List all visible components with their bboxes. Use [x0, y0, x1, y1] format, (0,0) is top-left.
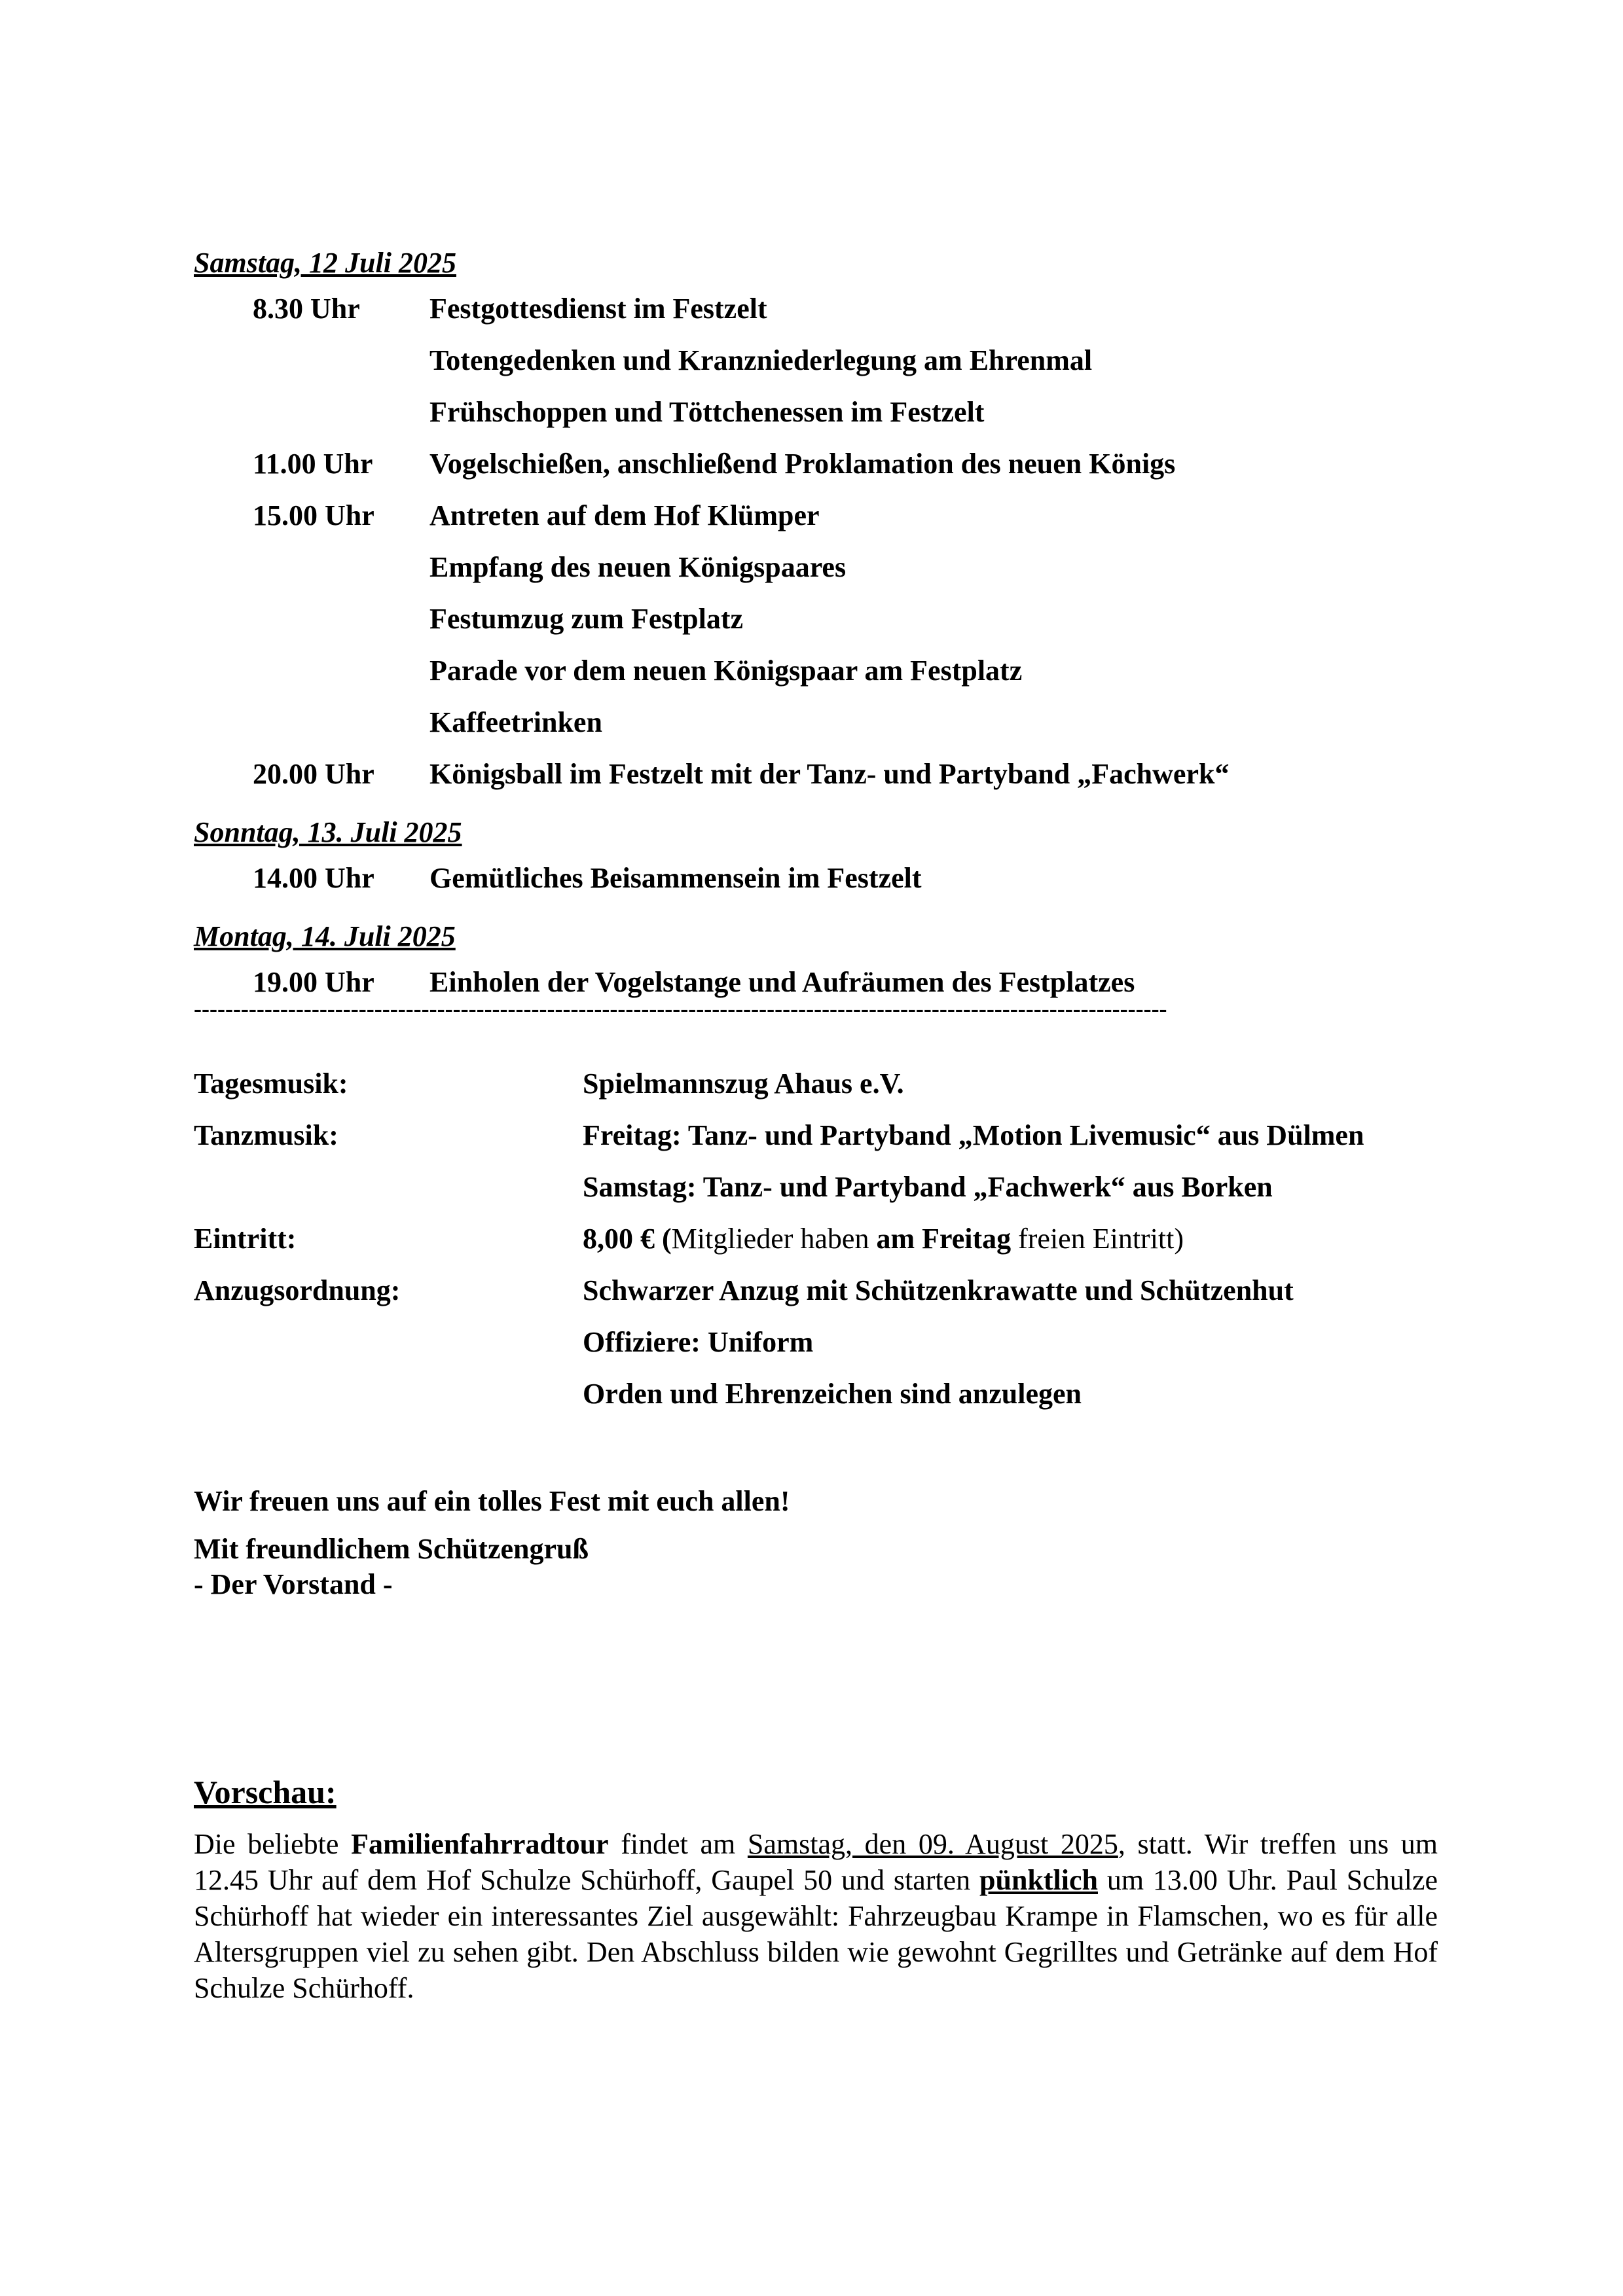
event-row: [194, 541, 1438, 593]
event-text: Königsball im Festzelt mit der Tanz- und Partyband „Fachwerk“: [429, 758, 1230, 790]
event-time: 19.00 Uhr: [253, 966, 374, 998]
event-time: 11.00 Uhr: [253, 448, 373, 480]
day-heading: Samstag, 12 Juli 2025: [194, 247, 456, 279]
event-text: Antreten auf dem Hof Klümper: [429, 499, 820, 531]
info-value: Orden und Ehrenzeichen sind anzulegen: [583, 1378, 1082, 1410]
preview-date: Samstag, den 09. August 2025: [747, 1828, 1118, 1860]
event-time: [194, 696, 429, 748]
document-page: [194, 243, 1438, 2006]
info-row-anzugsordnung: [194, 1265, 1438, 1316]
info-row-tagesmusik: [194, 1058, 1438, 1109]
info-row-anzugsordnung-3: [194, 1368, 1438, 1420]
day-heading: Montag, 14. Juli 2025: [194, 920, 456, 952]
closing-signature: - Der Vorstand -: [194, 1568, 393, 1600]
info-row-tanzmusik-2: [194, 1161, 1438, 1213]
event-row: [194, 696, 1438, 748]
event-time: 14.00 Uhr: [253, 862, 374, 894]
event-row: [194, 334, 1438, 386]
event-row: [194, 956, 1438, 996]
event-text: Vogelschießen, anschließend Proklamation des neuen Königs: [429, 448, 1176, 480]
event-text: Frühschoppen und Töttchenessen im Festzelt: [429, 396, 985, 428]
eintritt-note: Mitglieder haben: [671, 1223, 877, 1255]
event-text: Einholen der Vogelstange und Aufräumen des Festplatzes: [429, 966, 1135, 998]
event-text: Festumzug zum Festplatz: [429, 603, 744, 635]
event-row: [194, 386, 1438, 438]
event-row: [194, 593, 1438, 645]
preview-text-emphasis: pünktlich: [979, 1864, 1098, 1896]
spacer: [194, 904, 1438, 917]
event-row: [194, 490, 1438, 541]
event-time: [194, 386, 429, 438]
info-label: Tanzmusik:: [194, 1119, 338, 1151]
info-value: Schwarzer Anzug mit Schützenkrawatte und Schützenhut: [583, 1274, 1294, 1306]
info-value: Offiziere: Uniform: [583, 1326, 814, 1358]
info-label: Anzugsordnung:: [194, 1274, 401, 1306]
day-section-sunday: [194, 813, 1438, 904]
info-value: Samstag: Tanz- und Partyband „Fachwerk“ aus Borken: [583, 1171, 1273, 1203]
event-time: 15.00 Uhr: [253, 499, 374, 531]
closing-line: Wir freuen uns auf ein tolles Fest mit euch allen!: [194, 1485, 790, 1517]
event-time: [194, 541, 429, 593]
info-row-anzugsordnung-2: [194, 1316, 1438, 1368]
preview-text-bold: Familienfahrradtour: [351, 1828, 609, 1860]
event-row: [194, 645, 1438, 696]
dashed-separator: ----------------------------------------------------------------------------------------------------------------------------: [194, 996, 1167, 1022]
event-time: 8.30 Uhr: [253, 293, 360, 325]
info-value: Freitag: Tanz- und Partyband „Motion Livemusic“ aus Dülmen: [583, 1119, 1364, 1151]
event-time: [194, 593, 429, 645]
event-text: Empfang des neuen Königspaares: [429, 551, 847, 583]
info-label-empty: [194, 1368, 583, 1420]
event-text: Festgottesdienst im Festzelt: [429, 293, 767, 325]
preview-paragraph: [194, 1826, 1438, 2006]
day-heading: Sonntag, 13. Juli 2025: [194, 816, 462, 848]
info-block: [194, 1058, 1438, 1420]
eintritt-note: freien Eintritt): [1011, 1223, 1184, 1255]
event-text: Parade vor dem neuen Königspaar am Festplatz: [429, 655, 1023, 687]
event-row: [194, 748, 1438, 800]
info-label: Tagesmusik:: [194, 1067, 348, 1100]
preview-text: , statt. Wir treffen uns um 12.45 Uhr auf dem Hof Schulze Schürhoff, Gaupel 50 und starten: [194, 1828, 1438, 1896]
eintritt-note-bold: am Freitag: [876, 1223, 1012, 1255]
event-row: [194, 283, 1438, 334]
event-row: [194, 438, 1438, 490]
closing-greeting: Mit freundlichem Schützengruß: [194, 1533, 589, 1565]
closing-block: [194, 1482, 1438, 1602]
info-row-tanzmusik: [194, 1109, 1438, 1161]
info-row-eintritt: [194, 1213, 1438, 1265]
event-time: [194, 645, 429, 696]
info-value: Spielmannszug Ahaus e.V.: [583, 1067, 904, 1100]
info-label: Eintritt:: [194, 1223, 297, 1255]
event-text: Kaffeetrinken: [429, 706, 602, 738]
info-value: [583, 1213, 1438, 1265]
event-time: [194, 334, 429, 386]
preview-text: um 13.00 Uhr. Paul Schulze Schürhoff hat wieder ein interessantes Ziel ausgewählt: Fahrzeugbau Krampe in Flamschen, wo es für alle Altersgruppen viel zu sehen gibt. Den Abschluss bilden wie gewohnt Gegrilltes und Getränke auf dem Hof Schulze Schürhoff.: [194, 1864, 1438, 2004]
info-label-empty: [194, 1316, 583, 1368]
spacer: [194, 800, 1438, 813]
day-section-saturday: [194, 243, 1438, 800]
day-section-monday: [194, 917, 1438, 996]
event-text: Gemütliches Beisammensein im Festzelt: [429, 862, 922, 894]
info-label-empty: [194, 1161, 583, 1213]
preview-title: Vorschau:: [194, 1774, 337, 1810]
event-row: [194, 852, 1438, 904]
preview-text: Die beliebte: [194, 1828, 352, 1860]
eintritt-price: 8,00 € (: [583, 1223, 672, 1255]
event-text: Totengedenken und Kranzniederlegung am Ehrenmal: [429, 344, 1093, 376]
preview-text: findet am: [608, 1828, 748, 1860]
preview-section: [194, 1771, 1438, 2006]
event-time: 20.00 Uhr: [253, 758, 374, 790]
